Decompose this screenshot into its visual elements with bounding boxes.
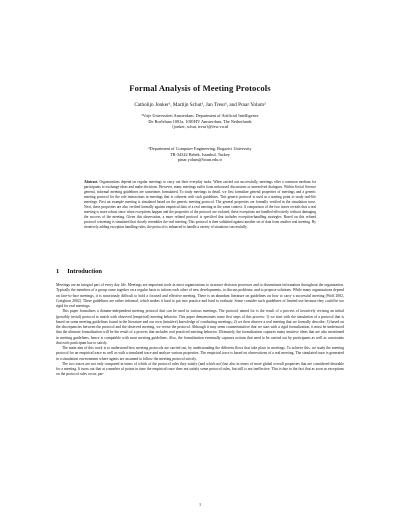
paragraph: The main aim of this work is to understand how meeting protocols are carried out, by understanding the different flows that take place in meetings. To achieve this, we study the meeting protocol for an empirical trace as well as with a simulated trace and analyze various properties. The empirical trace is based on observations of a real meeting. The simulated trace is generated in a simulation environment where agents are assumed to follow the meeting protocol strictly. xyxy=(56,346,344,361)
affiliation-2 xyxy=(0,146,400,163)
affiliation-2-email: pinar.yolum@boun.edu.tr xyxy=(177,157,223,163)
affiliation-1-line: ¹Vrije Universiteit Amsterdam, Department of Artificial Intelligence xyxy=(141,113,259,118)
paragraph: Meetings are an integral part of every day life. Meetings are important tools in most organizations to structure decision processes and to disseminate information throughout the organization. Typically the members of a group come together on a regular basis to inform each other of new developments, to discuss problems, and to propose solutions. While many organizations depend on face-to-face meetings, it is notoriously difficult to hold a focused and effective meeting. There is an abundant literature on guidelines on how to carry a successful meeting [Wolf 2002, Creighton 2002]. These guidelines are rather informal, which makes it hard to put into practice and hard to evaluate. Some consider such guidelines of limited use because they could be too rigid for real meetings. xyxy=(56,283,344,308)
affiliation-1-email: {jonker, schut, treur}@few.vu.nl xyxy=(171,124,229,130)
section-heading xyxy=(56,268,102,275)
paragraph: This paper formalizes a domain-independent meeting protocol that can be used in various meetings. The protocol aimed for is the result of a process of iteratively revising an initial (possibly trivial) protocol to match with observed (empirical) meeting behavior. This paper demonstrates some first steps of this process: 1) we start with the simulation of a protocol that is based on some meeting guidelines found in the literature and our own (intuitive) knowledge of conducting meetings; 2) we then observe a real meeting that we formally describe; 3) based on the discrepancies between the protocol and the observed meeting, we revise the protocol. Although it may seem counterintuitive that we start with a rigid formalization, it must be understood that the ultimate formalization will be the result of a process that includes real practiced meeting behavior. Ultimately, the formalization captures many intuitive ideas that are also mentioned in meeting guidelines, hence is compatible with most meeting guidelines. Also, the formalization eventually captures actions that need to be carried out by participants as well as constraints that each participant has to satisfy. xyxy=(56,309,344,345)
paragraph: The two traces are not only compared in terms of which of the protocol rules they satisfy (and which not) but also in terms of more global overall properties that are considered desirable for a meeting. It turns out that at a number of points in time the empirical trace does not satisfy some protocol rules, but still is not ineffective. This is due to the fact that as soon as exceptions on the protocol rules occur, par- xyxy=(56,361,344,377)
author-list: Catholijn Jonker¹, Martijn Schut¹, Jan Treur¹, and Pınar Yolum² xyxy=(134,102,266,108)
affiliation-2-line: ²Department of Computer Engineering, Bogazici University xyxy=(148,146,252,151)
body-text xyxy=(56,283,344,378)
affiliation-1-line: De Boelelaan 1081a, 1081HV Amsterdam, The Netherlands xyxy=(148,118,252,124)
section-title: Introduction xyxy=(67,268,102,275)
affiliation-2-line: TR-34342 Bebek, Istanbul, Turkey xyxy=(169,151,231,157)
affiliation-1 xyxy=(0,113,400,130)
abstract xyxy=(84,180,316,230)
abstract-label: Abstract. xyxy=(84,180,99,184)
abstract-text: Organizations depend on regular meetings to carry out their everyday tasks. When carried out successfully, meetings offer a common medium for participants to exchange ideas and make decisions. However, many meetings suffer from unfocused discussions or unresolved dialogues. Within Social Science general, informal meeting guidelines are sometimes formulated. To study meetings in detail, we first formalize general properties of meetings and a generic meeting protocol for the role interactions in meetings that is coherent with such guidelines. This generic protocol is used as a starting point to study real-life meetings. First an example meeting is simulated based on the generic meeting protocol. The general properties are formally verified in the simulation trace. Next, these properties are also verified formally against empirical data of a real meeting in the same context. A comparison of the two traces reveals that a real meeting is more robust since when exceptions happen and the properties of the protocol are violated, these exceptions are handled effectively without damaging the success of the meeting. Given this observation, a more refined protocol is specified that includes exception-handling strategies. Based on this refined protocol a meeting is simulated that closely resembles the real meeting. This protocol is then validated against another set of data from another real meeting. By iteratively adding exception handling rules, the protocol is enhanced to handle a variety of situations successfully. xyxy=(84,180,316,230)
paper-title: Formal Analysis of Meeting Protocols xyxy=(129,83,271,93)
page-number: 1 xyxy=(198,502,202,507)
section-number: 1 xyxy=(56,268,60,275)
